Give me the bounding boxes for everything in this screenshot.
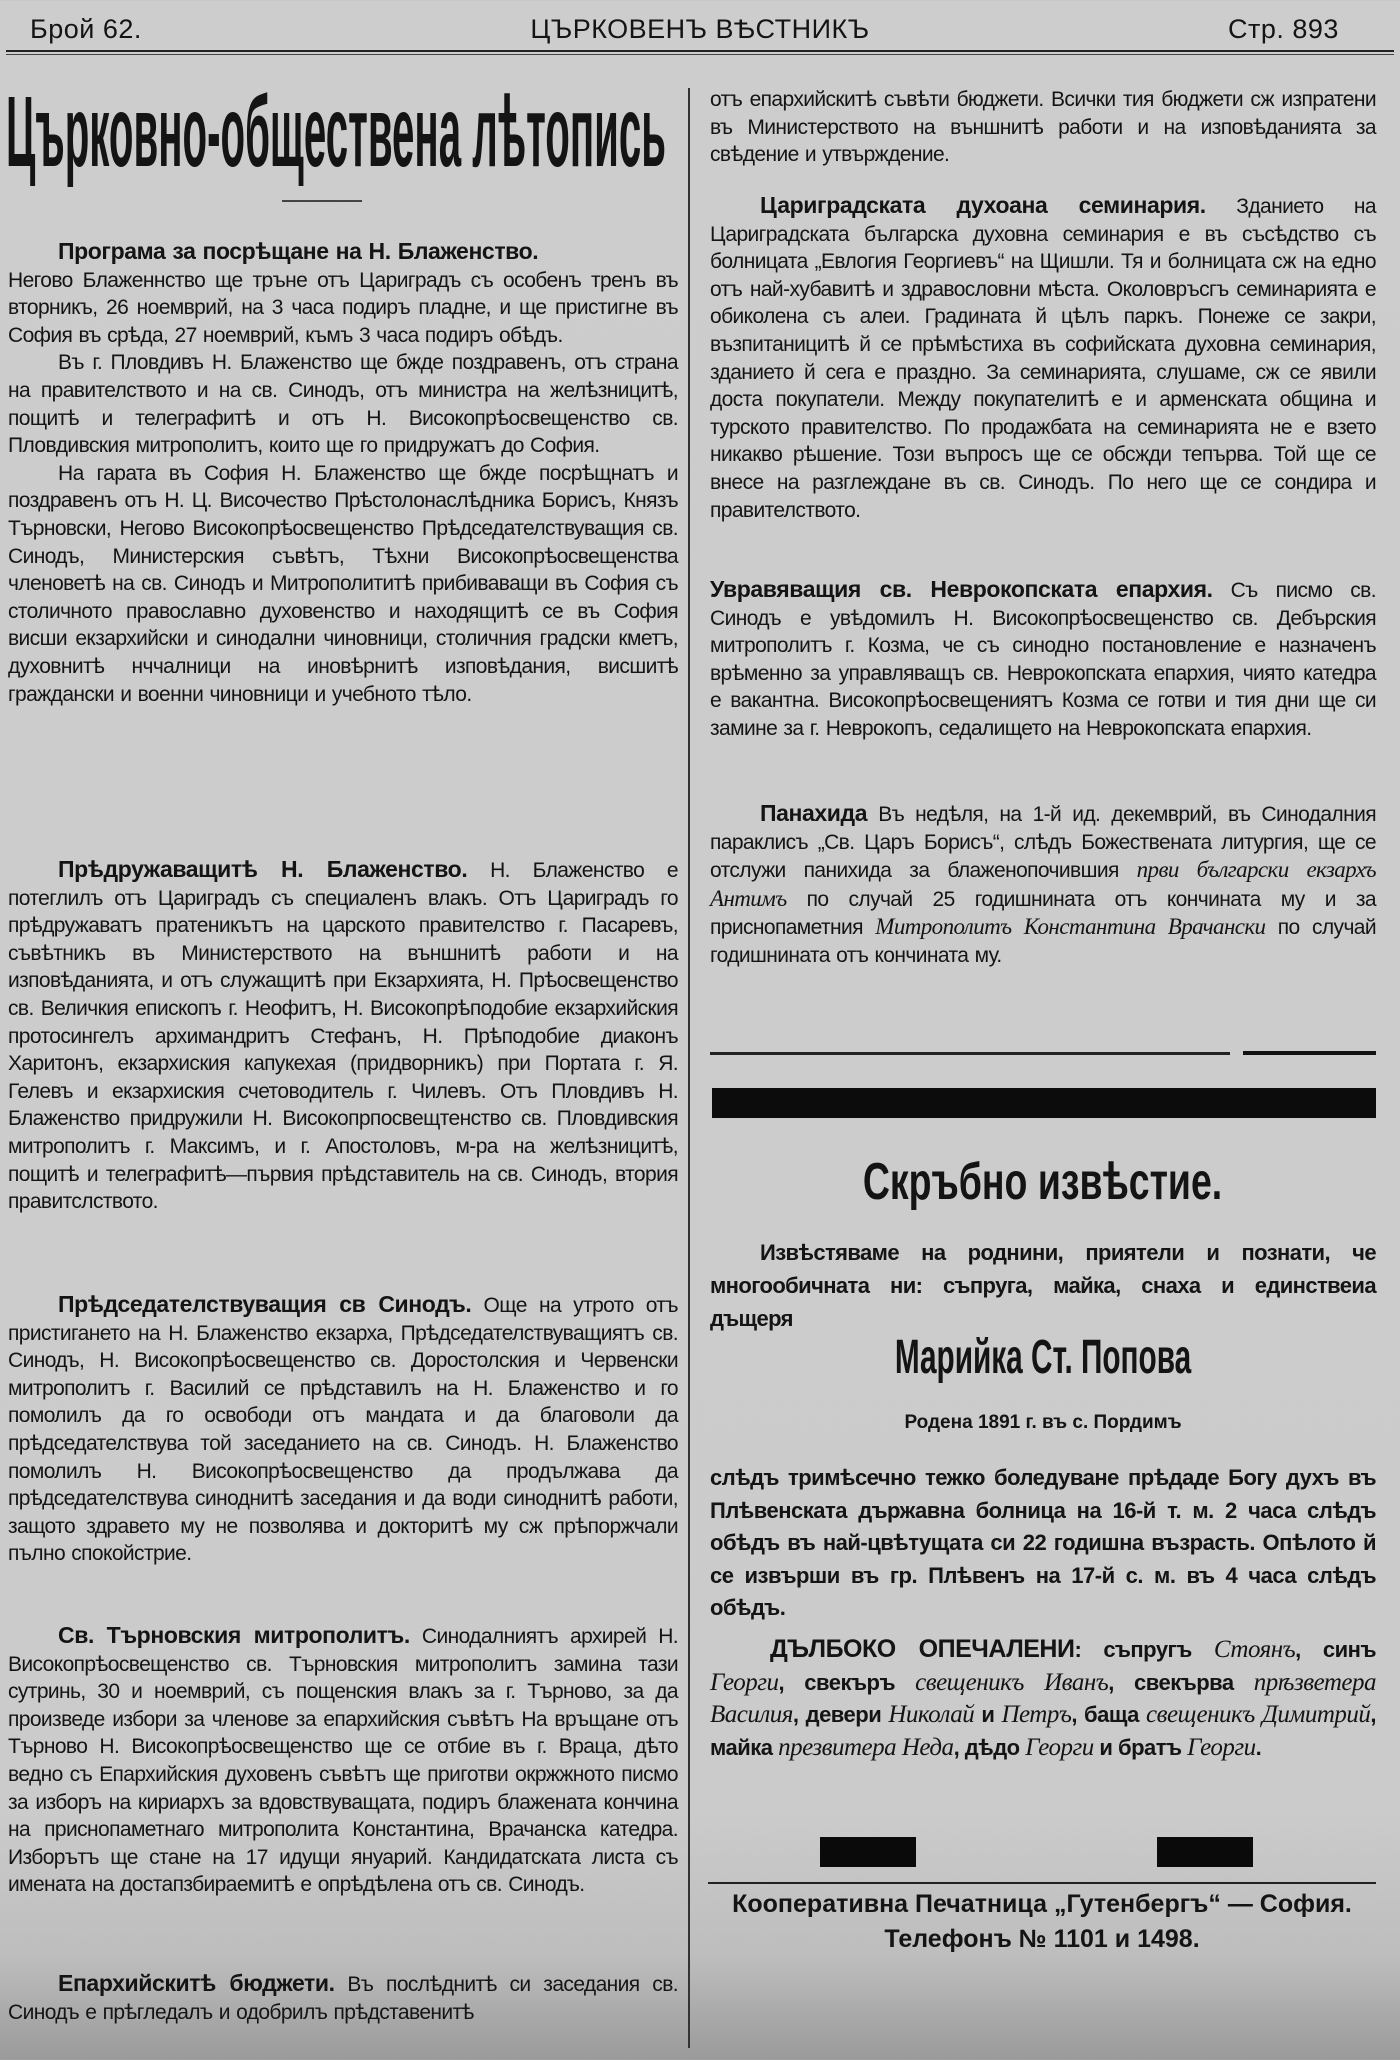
obituary-intro-wrap	[710, 1236, 1376, 1335]
mourner-name: прѣзветера Василия	[710, 1668, 1376, 1728]
mourner-relation: , свекърва	[1108, 1669, 1254, 1695]
column-divider	[688, 88, 690, 2048]
mourners-label: ДЪЛБОКО ОПЕЧАЛЕНИ	[770, 1635, 1075, 1663]
article-text: Въ послѣднитѣ си заседания св. Синодъ е прѣгледалъ и одобрилъ прѣдставенитѣ	[8, 1973, 678, 2024]
birth-line: Родена 1891 г. въ с. Пордимъ	[904, 1412, 1182, 1433]
mourner-relation: , баща	[1071, 1702, 1147, 1727]
article-text: Още на утрото отъ пристигането на Н. Блаженство екзарха, Прѣдседателствуващиятъ св. Синодъ, Н. Високопрѣосвещенство св. Доростолския и Червенски митрополитъ г. Василий се прѣдставилъ на Н. Блаженство и го помолилъ да го освободи отъ мандата и да благоволи да прѣдседателствува той заседанието на св. Синодъ. Н. Блаженство помолилъ Н. Високопрѣосвещенство да продължава да прѣдседателствува синоднитѣ заседания и да води синоднитѣ работи, защото здравето му не позволява и докторитѣ му сж прѣпоржчали пълно спокойстрие.	[8, 1294, 678, 1566]
article-heading: Цариградската духоана семинария.	[760, 192, 1206, 218]
separator-rule	[1243, 1051, 1376, 1055]
phone-line: Телефонъ № 1101 и 1498.	[884, 1925, 1200, 1953]
article-text: Въ недѣля, на 1-й ид. декемврий, въ Синодалния параклисъ „Св. Царъ Борисъ“, слѣдъ Божествената литургия, ще се отслужи панихида за блаженопочившия	[710, 803, 1376, 883]
article-text: Синодалниятъ архирей Н. Високопрѣосвещенство св. Търновския митрополитъ замина тази сутринь, 30 и ноемврий, съ пощенския влакъ за г. Търново, за да произведе избори за членове за епархийския съвѣтъ На връщане отъ Търново Н. Високопрѣосвещенство ще се отбие въ г. Враца, дѣто ведно съ Епархийския духовенъ съвѣтъ ще приготви окржжното писмо за изборъ на кириархъ за вдовствуващата, подиръ блажената кончина на приснопаметнаго митрополита Константина, Врачанска катедра. Изборътъ ще стане на 17 идущи януарий. Кандидатската листа съ имената на достапзбираемитѣ е опрѣдѣлена отъ св. Синодъ.	[8, 1625, 678, 1897]
section-title: Църковно-обществена лѣтопись	[6, 76, 666, 188]
issue-number: Брой 62.	[30, 14, 142, 44]
article-heading: Прѣдседателствуващия св Синодъ.	[58, 1291, 472, 1317]
article-nevrokop	[710, 576, 1376, 743]
article-paragraph: Негово Блаженнство ще тръне отъ Цариградъ съ особенъ тренъ въ вторникъ, 26 ноемврий, на 3 часа подиръ пладне, и ще пристигне въ София въ срѣда, 27 ноемврий, къмъ 3 часа подиръ обѣдъ.	[8, 268, 678, 347]
article-text: отъ епархийскитѣ съвѣти бюджети. Всички тия бюджети сж изпратени въ Министерството на външнитѣ работи и на изповѣданията за свѣдение и утвърждение.	[710, 88, 1376, 167]
article-tarnovo	[8, 1622, 678, 1899]
separator-rule	[710, 1052, 1230, 1055]
mourner-name: Николай	[888, 1701, 975, 1728]
mourner-name: свещеникъ Иванъ	[915, 1668, 1109, 1696]
article-heading: Програма за посрѣщане на Н. Блаженство.	[58, 238, 539, 264]
mourner-name: свещеникъ Димитрий	[1146, 1701, 1371, 1728]
deceased-name	[710, 1330, 1376, 1385]
mourner-relation: , синъ	[1295, 1637, 1376, 1662]
article-seminary	[710, 192, 1376, 524]
article-panikhida	[710, 800, 1376, 970]
article-heading: Прѣдружаващитѣ Н. Блаженство.	[58, 856, 468, 882]
article-budgets-continued	[710, 86, 1376, 169]
mourner-relation: : съпругъ	[1074, 1637, 1214, 1662]
article-text: Зданието на Цариградската българска духовна семинария е въ съсѣдство съ болницата „Евлогия Георгиевъ“ на Щишли. Тя и болницата сж на едно отъ най-хубавитѣ и здравословни мѣста. Околовръсгъ семинарията е обиколена съ алеи. Градината й цѣлъ паркъ. Понеже се закри, възпитаницитѣ й се прѣмѣстиха въ софийската духовна семинария, зданието й сега е праздно. За семинарията, слушаме, сж се явили доста покупатели. Между покупателитѣ е и арменската община и турското правителство. По продажбата на семинарията не е взето никакво рѣшение. Този въпросъ ще се обсжди тепърва. Той ще се внесе на разглеждане въ св. Синодъ. По него ще се сондира и правителството.	[710, 195, 1377, 522]
mourner-relation: и	[974, 1702, 1002, 1727]
article-text: по случай годишнината отъ кончината му.	[710, 916, 1376, 967]
article-text: Н. Блаженство е потеглилъ отъ Цариградъ съ специаленъ влакъ. Отъ Цариградъ го прѣдружаватъ пратеникътъ на царското правителство г. Пасаревъ, съвѣтникъ въ Министерството на външнитѣ работи и на изповѣданията, и отъ служащитѣ при Екзархията, Н. Прѣосвещенство св. Величкия епископъ г. Неофитъ, Н. Високопрѣподобие екзархийския протосингелъ архимандритъ Стефанъ, Н. Прѣподобие диаконъ Харитонъ, екзархиския капукехая (придворникъ) при Портата г. Я. Гелевъ и екзархиския счетоводитель г. Чилевъ. Отъ Пловдивъ Н. Блаженство придружили Н. Високопрпосвещтенство св. Пловдивския митрополитъ г. Максимъ, и г. Апостоловъ, м-ра на желѣзницитѣ, пощитѣ и телеграфитѣ—първия прѣдставитель на св. Синодъ, втория правитслството.	[8, 859, 678, 1214]
mourner-relation: , девери	[792, 1702, 889, 1727]
italic-name: Митрополитъ Константина Врачански	[875, 914, 1266, 940]
mourner-relation: , свекъръ	[778, 1669, 916, 1695]
mourner-relation: .	[1255, 1734, 1262, 1760]
italic-name: први български екзархъ Антимъ	[710, 857, 1376, 911]
article-paragraph: Въ г. Пловдивъ Н. Блаженство ще бжде поздравенъ, отъ страна на правителството и на св. Синодъ, отъ министра на желѣзницитѣ, пощитѣ и телеграфитѣ и отъ Н. Високопрѣосвещенство св. Пловдивския митрополитъ, които ще го придружатъ до София.	[8, 351, 678, 458]
obituary-body	[710, 1462, 1376, 1625]
deceased-name-text: Марийка Ст. Попова	[894, 1331, 1192, 1384]
printer-line: Кооперативна Печатница „Гутенбергъ“ — София.	[732, 1890, 1352, 1918]
article-heading: Св. Търновския митрополитъ.	[58, 1622, 410, 1648]
obituary-text: слѣдъ тримѣсечно тежко боледуване прѣдаде Богу духъ въ Плѣвенската държавна болница на 16-й т. м. 2 часа слѣдъ обѣдъ въ най-цвѣтущата си 22 годишна възрасть. Опѣлото й се извърши въ гр. Плѣвенъ на 17-й с. м. въ 4 часа слѣдъ обѣдъ.	[710, 1465, 1376, 1620]
mourning-block-right	[1157, 1837, 1253, 1867]
mourner-relation: , дѣдо	[953, 1734, 1026, 1760]
ornament-rule	[282, 200, 362, 202]
article-synod-chair	[8, 1291, 678, 1568]
mourning-block-left	[820, 1837, 916, 1867]
article-heading: Панахида	[760, 800, 868, 826]
mourner-name: презвитера Неда	[778, 1733, 954, 1761]
article-program	[8, 238, 678, 708]
masthead: ЦЪРКОВЕНЪ ВѢСТНИКЪ	[530, 14, 870, 44]
mourning-bar	[712, 1088, 1376, 1118]
mourner-name: Петръ	[1001, 1701, 1072, 1728]
header-rule	[6, 50, 1394, 55]
mourner-relation: , майка	[710, 1702, 1376, 1760]
footer-rule	[708, 1882, 1376, 1884]
mourner-name: Георги	[1025, 1733, 1094, 1761]
article-text: Съ писмо св. Синодъ е увѣдомилъ Н. Високопрѣосвещенство св. Дебърския митрополитъ г. Козма, че съ синодно постановление е назначенъ врѣменно за управляващъ св. Неврокопската епархия, чиято катедра е вакантна. Високопрѣосвещениятъ Козма се готви и тия дни ще си замине за г. Неврокопъ, седалището на Неврокопската епархия.	[710, 579, 1376, 740]
article-escort	[8, 856, 678, 1216]
mourners	[710, 1633, 1376, 1764]
article-text: по случай 25 годишнината отъ кончината му и за приснопаметния	[710, 887, 1376, 940]
obituary-title	[710, 1152, 1376, 1212]
mourner-name: Стоянъ	[1213, 1636, 1296, 1663]
article-heading: Епархийскитѣ бюджети.	[58, 1970, 335, 1996]
article-heading: Увравяващия св. Неврокопската епархия.	[710, 576, 1213, 602]
mourner-name: Георги	[710, 1668, 779, 1696]
article-paragraph: На гарата въ София Н. Блаженство ще бжде посрѣщнатъ и поздравенъ отъ Н. Ц. Височество Прѣстолонаслѣдника Борисъ, Князъ Търновски, Негово Високопрѣосвещенство Прѣдседателствуващия св. Синодъ, Министерския съвѣтъ, Тѣхни Високопрѣосвещенства членоветѣ на св. Синодъ и Митрополититѣ прибиваващи въ София съ столичното православно духовенство и находящитѣ се въ София висши екзархийски и синодални чиновници, столичния градски кметъ, духовнитѣ нччалници на иновѣрнитѣ изповѣдания, висшитѣ граждански и военни чиновници и учебното тѣло.	[8, 461, 678, 706]
mourner-name: Георги	[1187, 1733, 1256, 1761]
obituary-title-text: Скръбно извѣстие.	[863, 1153, 1223, 1211]
mourner-relation: и братъ	[1093, 1734, 1188, 1760]
article-budgets	[8, 1970, 678, 2026]
page-number: Стр. 893	[1228, 14, 1339, 44]
obituary-intro: Извѣстяваме на роднини, приятели и познати, че многообичната ни: съпруга, майка, снаха и единствеиа дъщеря	[710, 1240, 1376, 1331]
